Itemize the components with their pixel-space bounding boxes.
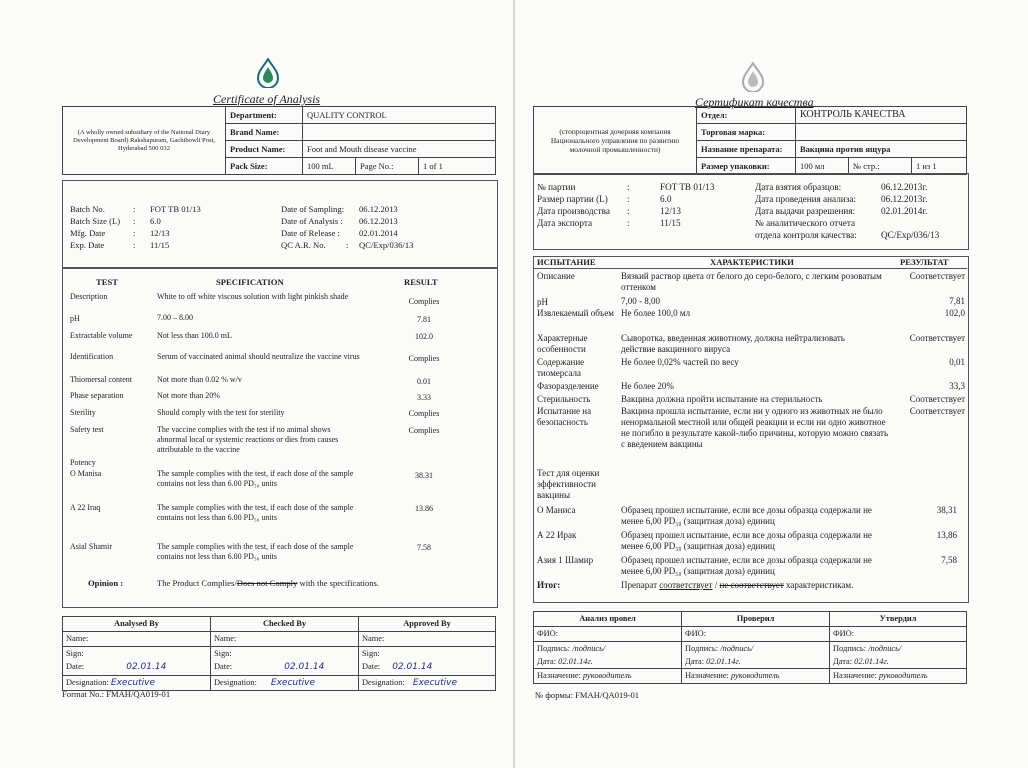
test-name: pH bbox=[537, 297, 548, 307]
analysed-by-header: Анализ провел bbox=[534, 612, 682, 627]
test-spec: The sample complies with the test, if each dose of the sample contains not less than 6.00 PD₅₀ units bbox=[157, 542, 354, 561]
designation-cell: Назначение: руководитель bbox=[830, 669, 967, 684]
batch-size-value: 6.0 bbox=[660, 194, 672, 204]
test-name: Фазоразделение bbox=[537, 381, 599, 391]
test-spec: Not more than 0.02 % w/v bbox=[157, 375, 242, 384]
name-label: ФИО: bbox=[830, 627, 967, 642]
result-column-header: РЕЗУЛЬТАТ bbox=[900, 257, 949, 267]
sign-date-cell: Sign: Date: 02.01.14 bbox=[359, 647, 496, 676]
format-number: Format No.: FMAH/QA019-01 bbox=[62, 689, 171, 699]
page-label: Page No.: bbox=[356, 158, 419, 175]
potency-label: Тест для оценки эффективности вакцины bbox=[537, 468, 600, 500]
product-label: Product Name: bbox=[226, 141, 303, 158]
sign-date-cell: Подпись: /подпись/ Дата: 02.01.14г. bbox=[534, 642, 682, 669]
test-spec: Вакцина прошла испытание, если ни у одного из животных не было ненормальной местной или общей реакции и если ни одно животное не погибло в результате какой-либо причины, которую можно связать с введением вакцины bbox=[621, 406, 889, 449]
checked-by-header: Проверил bbox=[682, 612, 830, 627]
designation-cell: Назначение: руководитель bbox=[682, 669, 830, 684]
designation-cell: Designation: Executive bbox=[211, 676, 359, 691]
designation-cell: Designation: Executive bbox=[63, 676, 211, 691]
test-result: Complies bbox=[408, 409, 440, 418]
sign-date-cell: Подпись: /подпись/ Дата: 02.01.14г. bbox=[682, 642, 830, 669]
department-label: Department: bbox=[226, 107, 303, 124]
pack-label: Размер упаковки: bbox=[697, 158, 796, 175]
test-name: A 22 Iraq bbox=[70, 503, 101, 512]
test-spec: The vaccine complies with the test if no animal shows abnormal local or systemic reactions or dies from causes attributable to the vaccine bbox=[157, 425, 339, 454]
page-label: № стр.: bbox=[849, 158, 912, 175]
test-result: 38,31 bbox=[936, 505, 957, 515]
qc-ar-value: QC/Exp/036/13 bbox=[359, 240, 414, 250]
russian-certificate bbox=[515, 0, 1028, 768]
test-name: Содержание тиомерсала bbox=[537, 357, 585, 378]
drop-logo-icon bbox=[256, 58, 280, 88]
test-name: Описание bbox=[537, 271, 575, 281]
english-certificate bbox=[0, 0, 513, 768]
exp-date-label: Дата экспорта bbox=[537, 218, 593, 228]
test-spec: The sample complies with the test, if each dose of the sample contains not less than 6.00 PD₅₀ units bbox=[157, 469, 354, 488]
test-spec: Образец прошел испытание, если все дозы образца содержали не менее 6,00 PD₅₀ (защитная доза) единиц bbox=[621, 555, 872, 576]
organization-info: (A wholly owned subsidiary of the National Diary Development Board) Rakshapuram, Gachibowli Post, Hyderabad 500 032 bbox=[63, 107, 226, 175]
test-result: 7,58 bbox=[941, 555, 957, 565]
test-spec: Образец прошел испытание, если все дозы образца содержали не менее 6,00 PD₅₀ (защитная доза) единиц bbox=[621, 530, 872, 551]
test-result: Complies bbox=[408, 297, 440, 306]
mfg-date-label: Дата производства bbox=[537, 206, 610, 216]
sign-date-cell: Sign: Date: 02.01.14 bbox=[63, 647, 211, 676]
test-result: 0,01 bbox=[949, 357, 965, 367]
handwritten-designation: Executive bbox=[110, 678, 156, 688]
exp-date-label: Exp. Date bbox=[70, 240, 105, 250]
sampling-date-label: Date of Sampling: bbox=[281, 204, 345, 214]
test-spec: Образец прошел испытание, если все дозы образца содержали не менее 6,00 PD₅₀ (защитная доза) единиц bbox=[621, 505, 872, 526]
mfg-date-value: 12/13 bbox=[150, 228, 170, 238]
handwritten-designation: Executive bbox=[270, 678, 316, 688]
opinion-label: Итог: bbox=[537, 580, 561, 590]
test-spec: Не более 100,0 мл bbox=[621, 308, 691, 318]
test-result: Complies bbox=[408, 426, 440, 435]
test-name: О Маниса bbox=[537, 505, 576, 515]
test-name: O Manisa bbox=[70, 469, 102, 478]
test-name: Азия 1 Шамир bbox=[537, 555, 594, 565]
test-spec: Не более 0,02% частей по весу bbox=[621, 357, 739, 367]
batch-no-label: № партии bbox=[537, 182, 576, 192]
test-name: Извлекаемый объем bbox=[537, 308, 614, 318]
batch-size-sep: : bbox=[133, 216, 136, 226]
header-table bbox=[533, 106, 967, 175]
opinion-text: Препарат соответствует / не соответствует характеристикам. bbox=[621, 580, 854, 590]
test-result: 33,3 bbox=[949, 381, 965, 391]
brand-label: Brand Name: bbox=[226, 124, 303, 141]
specification-column-header: SPECIFICATION bbox=[216, 277, 284, 287]
batch-size-label: Размер партии (L) bbox=[537, 194, 608, 204]
test-name: Asial Shamir bbox=[70, 542, 112, 551]
handwritten-date: 02.01.14 bbox=[284, 662, 325, 672]
qc-report-label: № аналитического отчета bbox=[755, 218, 856, 228]
sampling-date-label: Дата взятия образцов: bbox=[755, 182, 842, 192]
batch-no-value: FOT TB 01/13 bbox=[150, 204, 201, 214]
test-result: 7.81 bbox=[417, 315, 431, 324]
release-date-value: 02.01.2014 bbox=[359, 228, 398, 238]
batch-size-sep: : bbox=[627, 194, 630, 204]
test-name: Description bbox=[70, 292, 108, 301]
test-result: 7,81 bbox=[949, 296, 965, 306]
batch-no-sep: : bbox=[133, 204, 136, 214]
name-label: ФИО: bbox=[682, 627, 830, 642]
name-label: Name: bbox=[63, 632, 211, 647]
mfg-date-sep: : bbox=[627, 206, 630, 216]
test-name: Sterility bbox=[70, 408, 96, 417]
analysed-by-header: Analysed By bbox=[63, 617, 211, 632]
product-value: Вакцина против ящура bbox=[796, 141, 967, 158]
analysis-date-value: 06.12.2013 bbox=[359, 216, 398, 226]
test-spec: White to off white viscous solution with light pinkish shade bbox=[157, 292, 349, 301]
handwritten-designation: Executive bbox=[412, 678, 458, 688]
test-spec: Not more than 20% bbox=[157, 391, 220, 400]
brand-value bbox=[303, 124, 496, 141]
test-result: 102.0 bbox=[415, 332, 433, 341]
designation-cell: Designation: Executive bbox=[359, 676, 496, 691]
result-column-header: RESULT bbox=[404, 277, 438, 287]
header-table bbox=[62, 106, 496, 175]
sampling-date-value: 06.12.2013г. bbox=[881, 182, 928, 192]
test-name: Характерные особенности bbox=[537, 333, 588, 354]
page-value: 1 of 1 bbox=[419, 158, 496, 175]
test-spec: 7,00 - 8,00 bbox=[621, 296, 660, 306]
product-value: Foot and Mouth disease vaccine bbox=[303, 141, 496, 158]
release-date-label: Дата выдачи разрешения: bbox=[755, 206, 856, 216]
certificate-title: Certificate of Analysis bbox=[213, 92, 321, 106]
signature-table bbox=[62, 616, 496, 691]
test-spec: 7.00 – 8.00 bbox=[157, 313, 193, 322]
drop-logo-icon bbox=[741, 62, 765, 92]
potency-label: Potency bbox=[70, 458, 96, 467]
test-name: Extractable volume bbox=[70, 331, 133, 340]
test-result: Соответствует bbox=[909, 333, 965, 343]
approved-by-header: Approved By bbox=[359, 617, 496, 632]
handwritten-date: 02.01.14 bbox=[392, 662, 433, 672]
brand-value bbox=[796, 124, 967, 141]
test-result: 3.33 bbox=[417, 393, 431, 402]
test-spec: The sample complies with the test, if each dose of the sample contains not less than 6.00 PD₅₀ units bbox=[157, 503, 354, 522]
name-label: Name: bbox=[211, 632, 359, 647]
exp-date-value: 11/15 bbox=[150, 240, 170, 250]
analysis-date-label: Date of Analysis : bbox=[281, 216, 343, 226]
product-label: Название препарата: bbox=[697, 141, 796, 158]
batch-no-value: FOT TB 01/13 bbox=[660, 182, 715, 192]
department-label: Отдел: bbox=[697, 107, 796, 124]
mfg-date-value: 12/13 bbox=[660, 206, 681, 216]
test-column-header: TEST bbox=[96, 277, 118, 287]
test-name: А 22 Ирак bbox=[537, 530, 577, 540]
opinion-text: The Product Complies/Does not Comply with the specifications. bbox=[157, 578, 379, 588]
test-result: 13.86 bbox=[415, 504, 433, 513]
test-spec: Вакцина должна пройти испытание на стерильность bbox=[621, 394, 823, 404]
pack-value: 100 mL bbox=[303, 158, 356, 175]
qc-ar-value: QC/Exp/036/13 bbox=[881, 230, 940, 240]
pack-value: 100 мл bbox=[796, 158, 849, 175]
batch-size-value: 6.0 bbox=[150, 216, 161, 226]
test-result: 102,0 bbox=[944, 308, 965, 318]
release-date-value: 02.01.2014г. bbox=[881, 206, 928, 216]
name-label: ФИО: bbox=[534, 627, 682, 642]
analysis-date-label: Дата проведения анализа: bbox=[755, 194, 856, 204]
test-result: 7.58 bbox=[417, 543, 431, 552]
batch-no-label: Batch No. bbox=[70, 204, 105, 214]
qc-ar-sep: : bbox=[346, 240, 349, 250]
specification-column-header: ХАРАКТЕРИСТИКИ bbox=[710, 257, 794, 267]
designation-cell: Назначение: руководитель bbox=[534, 669, 682, 684]
department-value: QUALITY CONTROL bbox=[303, 107, 496, 124]
format-number: № формы: FMAH/QA019-01 bbox=[535, 690, 640, 700]
test-name: Safety test bbox=[70, 425, 104, 434]
batch-box bbox=[62, 180, 498, 268]
checked-by-header: Checked By bbox=[211, 617, 359, 632]
sign-date-cell: Sign: Date: 02.01.14 bbox=[211, 647, 359, 676]
signature-table bbox=[533, 611, 967, 684]
organization-info: (стопроцентная дочерняя компания Национального управления по развитию молочной промышленности) bbox=[534, 107, 697, 175]
exp-date-sep: : bbox=[627, 218, 630, 228]
test-name: Phase separation bbox=[70, 391, 124, 400]
qc-dept-label: отдела контроля качества: bbox=[755, 230, 857, 240]
approved-by-header: Утвердил bbox=[830, 612, 967, 627]
test-name: Identification bbox=[70, 352, 114, 361]
test-spec: Serum of vaccinated animal should neutralize the vaccine virus bbox=[157, 352, 360, 361]
pack-label: Pack Size: bbox=[226, 158, 303, 175]
test-result: Соответствует bbox=[909, 271, 965, 281]
sampling-date-value: 06.12.2013 bbox=[359, 204, 398, 214]
handwritten-date: 02.01.14 bbox=[126, 662, 167, 672]
test-name: Испытание на безопасность bbox=[537, 406, 592, 427]
opinion-label: Opinion : bbox=[88, 578, 124, 588]
test-column-header: ИСПЫТАНИЕ bbox=[537, 257, 596, 267]
mfg-date-label: Mfg. Date bbox=[70, 228, 106, 238]
analysis-date-value: 06.12.2013г. bbox=[881, 194, 928, 204]
brand-label: Торговая марка: bbox=[697, 124, 796, 141]
department-value: КОНТРОЛЬ КАЧЕСТВА bbox=[796, 107, 967, 124]
sign-date-cell: Подпись: /подпись/ Дата: 02.01.14г. bbox=[830, 642, 967, 669]
test-name: Стерильность bbox=[537, 394, 591, 404]
test-result: Соответствует bbox=[909, 394, 965, 404]
mfg-date-sep: : bbox=[133, 228, 136, 238]
test-name: Thiomersal content bbox=[70, 375, 132, 384]
test-result: Complies bbox=[408, 354, 440, 363]
page-value: 1 из 1 bbox=[912, 158, 967, 175]
test-spec: Сыворотка, введенная животному, должна нейтрализовать действие вакцинного вируса bbox=[621, 333, 845, 354]
test-result: Соответствует bbox=[909, 406, 965, 416]
test-spec: Should comply with the test for sterility bbox=[157, 408, 285, 417]
test-spec: Вязкий раствор цвета от белого до серо-белого, с легким розоватым оттенком bbox=[621, 271, 882, 292]
test-spec: Not less than 100.0 mL bbox=[157, 331, 232, 340]
test-result: 13,86 bbox=[936, 530, 957, 540]
test-result: 38.31 bbox=[415, 471, 433, 480]
certificate-title: Сертификат качества bbox=[695, 95, 814, 109]
qc-ar-label: QC A.R. No. bbox=[281, 240, 326, 250]
test-result: 0.01 bbox=[417, 377, 431, 386]
batch-size-label: Batch Size (L) bbox=[70, 216, 121, 226]
release-date-label: Date of Release : bbox=[281, 228, 340, 238]
test-spec: Не более 20% bbox=[621, 381, 674, 391]
exp-date-value: 11/15 bbox=[660, 218, 681, 228]
exp-date-sep: : bbox=[133, 240, 136, 250]
batch-no-sep: : bbox=[627, 182, 630, 192]
test-name: pH bbox=[70, 314, 80, 323]
name-label: Name: bbox=[359, 632, 496, 647]
